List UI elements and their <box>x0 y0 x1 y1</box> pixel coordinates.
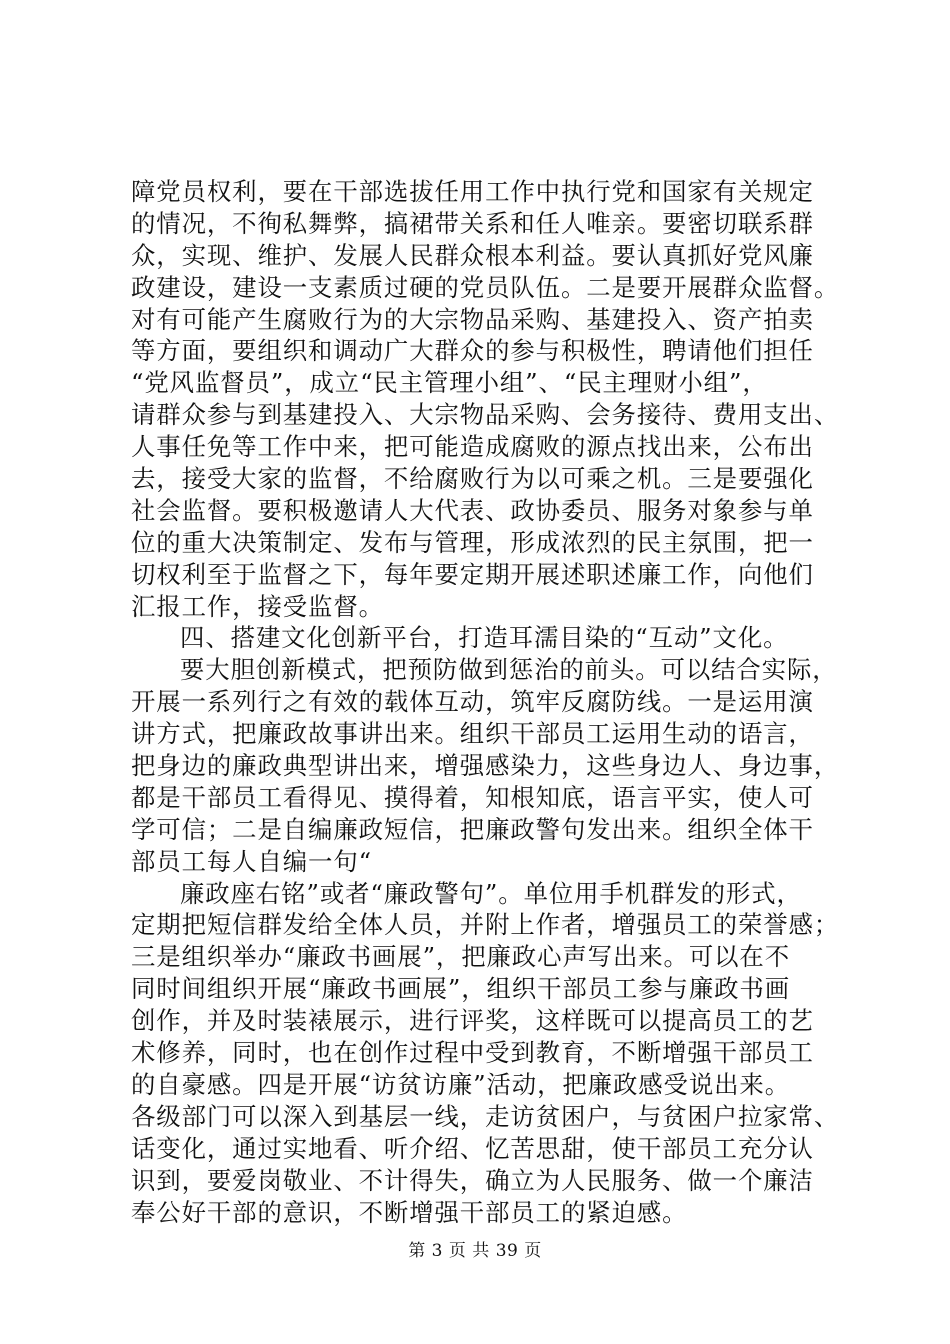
text-line: 人事任免等工作中来，把可能造成腐败的源点找出来，公布出 <box>131 432 814 462</box>
text-line: 位的重大决策制定、发布与管理，形成浓烈的民主氛围，把一 <box>131 527 814 557</box>
page-footer: 第 3 页 共 39 页 <box>408 1241 542 1261</box>
text-line: 学可信；二是自编廉政短信，把廉政警句发出来。组织全体干 <box>131 814 814 844</box>
text-line: 社会监督。要积极邀请人大代表、政协委员、服务对象参与单 <box>131 495 814 525</box>
text-line: “党风监督员”，成立“民主管理小组”、“民主理财小组”， <box>131 368 768 398</box>
text-line: 障党员权利，要在干部选拔任用工作中执行党和国家有关规定 <box>131 177 814 206</box>
text-line: 三是组织举办“廉政书画展”，把廉政心声写出来。可以在不 <box>131 942 791 972</box>
text-line: 政建设，建设一支素质过硬的党员队伍。二是要开展群众监督。 <box>131 272 840 302</box>
text-line: 奉公好干部的意识，不断增强干部员工的紧迫感。 <box>131 1197 688 1227</box>
text-line: 对有可能产生腐败行为的大宗物品采购、基建投入、资产拍卖 <box>131 304 814 334</box>
text-line: 定期把短信群发给全体人员，并附上作者，增强员工的荣誉感； <box>131 910 840 940</box>
text-line: 同时间组织开展“廉政书画展”，组织干部员工参与廉政书画 <box>131 974 791 1004</box>
text-line: 话变化，通过实地看、听介绍、忆苦思甜，使干部员工充分认 <box>131 1133 814 1163</box>
text-line: 四、搭建文化创新平台，打造耳濡目染的“互动”文化。 <box>180 623 789 653</box>
text-line: 请群众参与到基建投入、大宗物品采购、会务接待、费用支出、 <box>131 400 840 430</box>
text-line: 部员工每人自编一句“ <box>131 846 372 876</box>
text-line: 等方面，要组织和调动广大群众的参与积极性，聘请他们担任 <box>131 336 814 366</box>
text-line: 开展一系列行之有效的载体互动，筑牢反腐防线。一是运用演 <box>131 687 814 717</box>
text-line: 创作，并及时装裱展示，进行评奖，这样既可以提高员工的艺 <box>131 1006 814 1036</box>
text-line: 讲方式，把廉政故事讲出来。组织干部员工运用生动的语言， <box>131 719 814 749</box>
text-line: 术修养，同时，也在创作过程中受到教育，不断增强干部员工 <box>131 1038 814 1068</box>
text-line: 各级部门可以深入到基层一线，走访贫困户，与贫困户拉家常、 <box>131 1101 840 1131</box>
text-line: 把身边的廉政典型讲出来，增强感染力，这些身边人、身边事， <box>131 751 840 781</box>
text-line: 廉政座右铭”或者“廉政警句”。单位用手机群发的形式， <box>180 878 802 908</box>
text-line: 去，接受大家的监督，不给腐败行为以可乘之机。三是要强化 <box>131 464 814 494</box>
text-line: 的情况，不徇私舞弊，搞裙带关系和任人唯亲。要密切联系群 <box>131 208 814 238</box>
text-line: 众，实现、维护、发展人民群众根本利益。要认真抓好党风廉 <box>131 240 814 270</box>
text-line: 识到，要爱岗敬业、不计得失，确立为人民服务、做一个廉洁 <box>131 1165 814 1195</box>
body-text <box>131 176 840 1228</box>
text-line: 汇报工作，接受监督。 <box>131 591 384 621</box>
text-line: 要大胆创新模式，把预防做到惩治的前头。可以结合实际， <box>180 655 838 685</box>
text-line: 的自豪感。四是开展“访贫访廉”活动，把廉政感受说出来。 <box>131 1069 791 1099</box>
text-line: 都是干部员工看得见、摸得着，知根知底，语言平实，使人可 <box>131 782 814 812</box>
text-line: 切权利至于监督之下，每年要定期开展述职述廉工作，向他们 <box>131 559 814 589</box>
